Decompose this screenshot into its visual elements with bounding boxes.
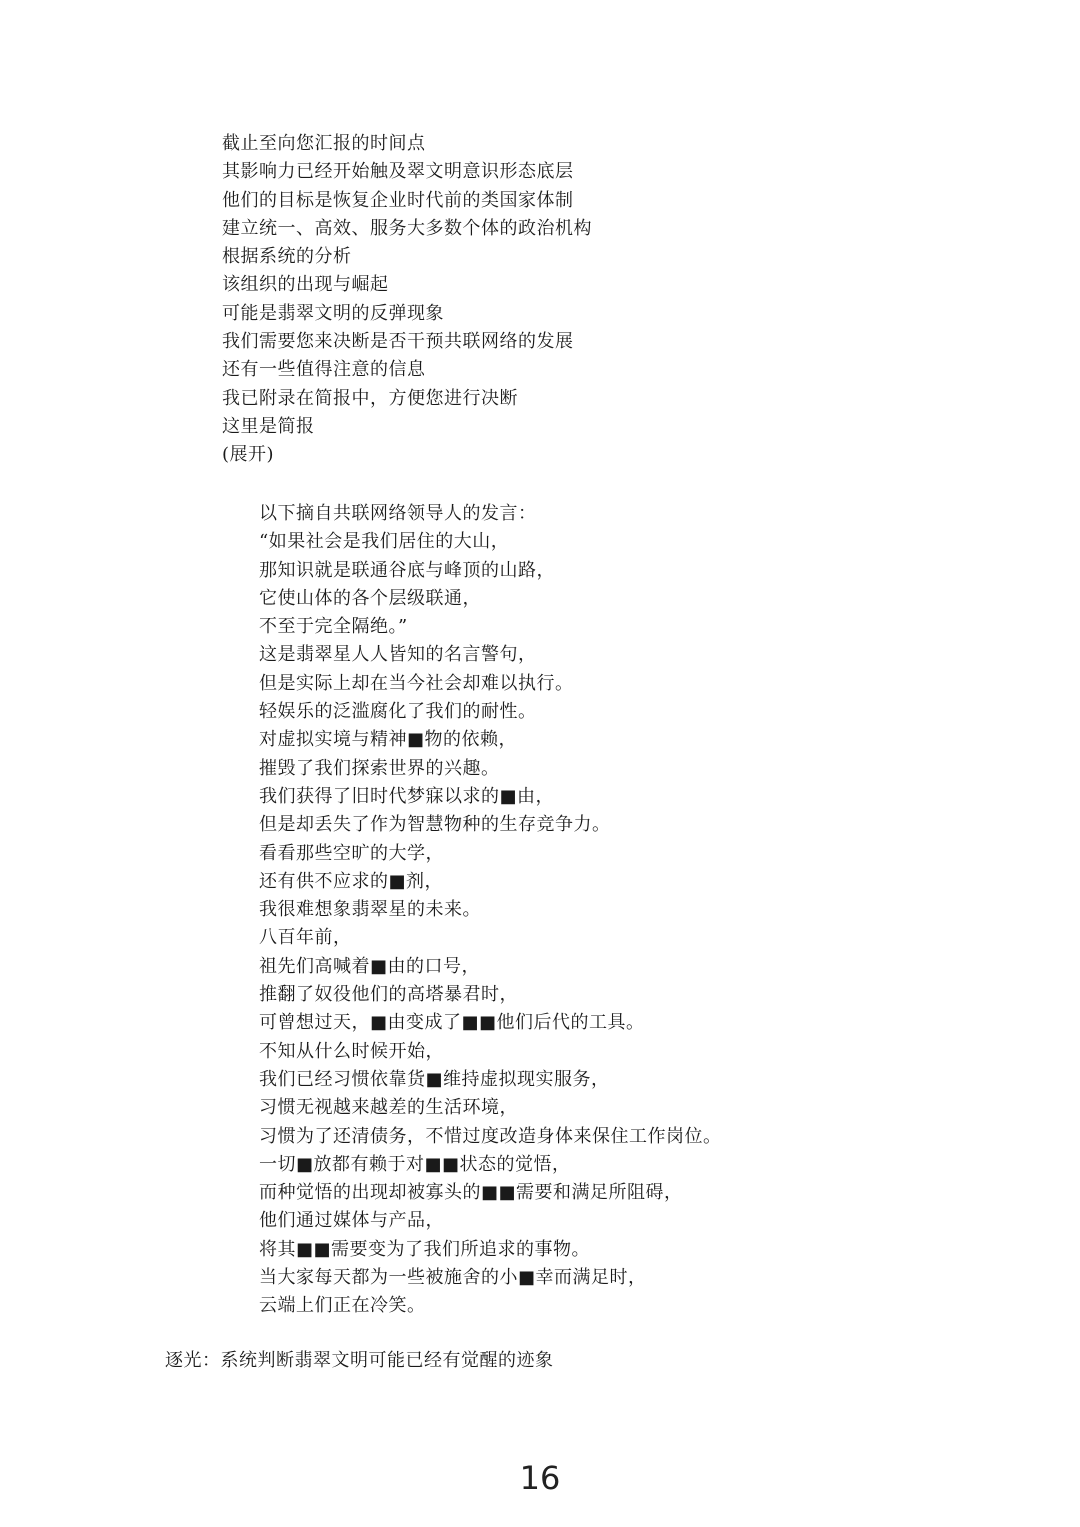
report-line: 可能是翡翠文明的反弹现象	[222, 302, 444, 324]
briefing-line: 但是实际上却在当今社会却难以执行。	[259, 672, 574, 694]
briefing-line: 但是却丢失了作为智慧物种的生存竞争力。	[259, 814, 611, 836]
report-line: 我们需要您来决断是否干预共联网络的发展	[222, 331, 574, 353]
briefing-line: 我很难想象翡翠星的未来。	[259, 899, 481, 921]
report-text-block	[222, 130, 592, 470]
briefing-line: “如果社会是我们居住的大山，	[259, 531, 510, 553]
briefing-line: 习惯无视越来越差的生活环境，	[259, 1097, 518, 1119]
expand-toggle[interactable]: (展开)	[222, 444, 275, 466]
briefing-line: 云端上们正在冷笑。	[259, 1295, 426, 1317]
briefing-line: 还有供不应求的■剂，	[259, 870, 444, 892]
report-line: 其影响力已经开始触及翠文明意识形态底层	[222, 161, 574, 183]
briefing-line: 八百年前，	[259, 927, 352, 949]
report-line: 这里是简报	[222, 415, 315, 437]
report-line: 我已附录在简报中，方便您进行决断	[222, 387, 518, 409]
report-line: 建立统一、高效、服务大多数个体的政治机构	[222, 217, 592, 239]
briefing-line: 习惯为了还清债务，不惜过度改造身体来保住工作岗位。	[259, 1125, 722, 1147]
briefing-line: 那知识就是联通谷底与峰顶的山路，	[259, 559, 555, 581]
briefing-line: 它使山体的各个层级联通，	[259, 587, 481, 609]
briefing-line: 祖先们高喊着■由的口号，	[259, 955, 481, 977]
briefing-line: 一切■放都有赖于对■■状态的觉悟，	[259, 1153, 571, 1175]
briefing-line: 可曾想过天，■由变成了■■他们后代的工具。	[259, 1012, 645, 1034]
briefing-line: 他们通过媒体与产品，	[259, 1210, 444, 1232]
report-line: 他们的目标是恢复企业时代前的类国家体制	[222, 189, 574, 211]
page-number: 16	[519, 1459, 561, 1497]
report-line: 该组织的出现与崛起	[222, 274, 389, 296]
briefing-line: 对虚拟实境与精神■物的依赖，	[259, 729, 518, 751]
report-line: 根据系统的分析	[222, 246, 352, 268]
briefing-line: 我们已经习惯依靠货■维持虚拟现实服务，	[259, 1068, 610, 1090]
briefing-line: 而种觉悟的出现却被寡头的■■需要和满足所阻碍，	[259, 1182, 683, 1204]
briefing-line: 以下摘自共联网络领导人的发言：	[259, 503, 537, 524]
briefing-quote-block	[259, 500, 722, 1321]
briefing-line: 不知从什么时候开始，	[259, 1040, 444, 1062]
briefing-line: 轻娱乐的泛滥腐化了我们的耐性。	[259, 701, 537, 723]
report-line: 截止至向您汇报的时间点	[222, 133, 426, 154]
briefing-line: 推翻了奴役他们的高塔暴君时，	[259, 984, 518, 1006]
briefing-line: 将其■■需要变为了我们所追求的事物。	[259, 1238, 591, 1260]
briefing-line: 摧毁了我们探索世界的兴趣。	[259, 757, 500, 779]
briefing-line: 这是翡翠星人人皆知的名言警句，	[259, 644, 537, 666]
briefing-line: 看看那些空旷的大学，	[259, 842, 444, 864]
briefing-line: 当大家每天都为一些被施舍的小■幸而满足时，	[259, 1267, 647, 1289]
report-line: 还有一些值得注意的信息	[222, 359, 426, 381]
system-conclusion: 逐光：系统判断翡翠文明可能已经有觉醒的迹象	[165, 1350, 554, 1371]
briefing-line: 我们获得了旧时代梦寐以求的■由，	[259, 785, 555, 807]
briefing-line: 不至于完全隔绝。”	[259, 616, 408, 638]
